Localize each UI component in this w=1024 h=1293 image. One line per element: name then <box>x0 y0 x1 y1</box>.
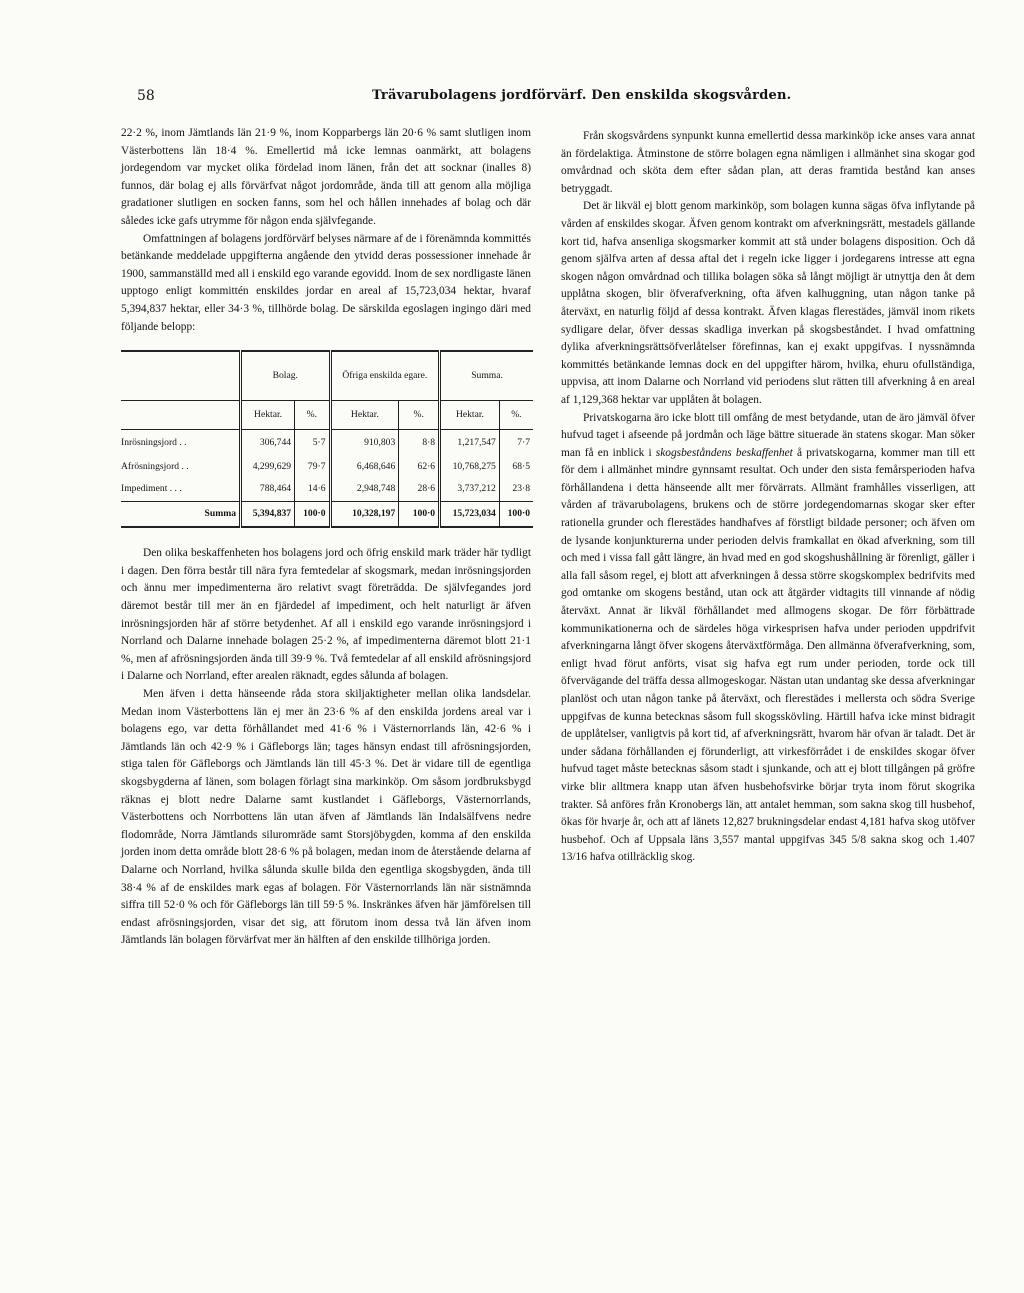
column-group-header: Bolag. <box>241 351 331 401</box>
table-cell: 5,394,837 <box>241 501 295 527</box>
table-cell: 23·8 <box>499 477 533 501</box>
row-label: Impediment . . . <box>121 483 182 495</box>
paragraph: Det är likväl ej blott genom markinköp, som bolagen kunna sägas öfva inflytande på vården af enskildes skogar. Äfven genom kontrakt om afverkningsrätt, mestadels gällande kort tid, hafva ansenliga skogsmarker kommit att stå under bolagens disposition. Och då genom själfva arten af dessa aftal det i regeln icke ligger i jordegarens intresse att egna skogen någon omvårdnad och tillika bolagen söka så långt möjligt är utnyttja den åt dem upplåtna skogen, blir öfverafverkning, ofta äfven kalhuggning, utan någon tanke på återväxt, en naturlig följd af dessa kontrakt. Äfven klagas flerestädes, jämväl inom rikets sydligare delar, öfver dessas skadliga inverkan på skogsbeståndet. I hvad omfattning dylika afverkningsrättsöfverlåtelser förefinnas, kan ej exakt uppgifvas. I nyssnämnda kommittés betänkande lemnas dock en del uppgifter härom, hvilka, ehuru ofullständiga, uppvisa, att inom Dalarne och Norrland vid periodens slut rätten till afverkning å en areal af 1,129,368 hektar var upplåten åt bolagen. <box>561 200 975 406</box>
column-group-header: Summa. <box>440 351 533 401</box>
table-cell: 5·7 <box>295 430 330 456</box>
paragraph: Men äfven i detta hänseende råda stora skiljaktigheter mellan olika landsdelar. Medan inom Västerbottens län ej mer än 23·6 % af den enskilda jordens areal var i bolagens ego, var detta förhållandet med 41·6 % i Västernorrlands län, 42·6 % i Jämtlands län och 42·9 % i Gäfleborgs län; tages hänsyn endast till afrösningsjorden, stiga talen för Gäfleborgs och Jämtlands län till 45·3 %. Det är vidare till de egentliga skogsbygderna af länen, som bolagen förlagt sina markinköp. Om såsom jordbruksbygd räknas ej blott nedre Dalarne samt kustlandet i Gäfleborgs, Västernorrlands, Västerbottens och Norrbottens län utan äfven af Jämtlands län Indalsälfvens nedre flodområde, Norra Jämtlands siluromräde samt Storsjöbygden, komma af den enskilda jorden inom detta område blott 28·6 % på bolagen, medan inom de återstående delarna af Dalarne och Norrland, hvilka sålunda skulle bilda den egentliga skogsbygden, ända till 38·4 % af de enskildes mark egas af bolagen. För Västernorrlands län när sistnämnda siffra till 52·0 % och för Gäfleborgs län till 59·5 %. Inskränkes äfven här jämförelsen till endast afrösningsjorden, visar det sig, att förutom inom dessa två län äfven inom Jämtlands län bolagen förvärfvat mer än hälften af den enskilde tillhöriga jorden. <box>121 687 531 947</box>
table-cell: 10,328,197 <box>330 501 399 527</box>
column-header: Hektar. <box>241 401 295 430</box>
table-subheader-row <box>121 401 533 430</box>
table-cell: 14·6 <box>295 477 330 501</box>
text-run: sakna skog och 1.407 <box>870 833 975 846</box>
row-label: Afrösningsjord . . <box>121 460 189 472</box>
table-cell: 1,217,547 <box>440 430 500 456</box>
column-header: %. <box>295 401 330 430</box>
page-number: 58 <box>137 88 155 104</box>
table-cell: 100·0 <box>499 501 533 527</box>
table-cell: 15,723,034 <box>440 501 500 527</box>
paragraph <box>561 410 975 867</box>
table-cell: 6,468,646 <box>330 456 399 478</box>
table-cell: 306,744 <box>241 430 295 456</box>
fraction: 5/8 <box>851 833 867 846</box>
column-group-header: Öfriga enskilda egare. <box>330 351 440 401</box>
table-cell: 68·5 <box>499 456 533 478</box>
table-cell: 910,803 <box>330 430 399 456</box>
table-cell: 28·6 <box>399 477 440 501</box>
table-cell: 100·0 <box>399 501 440 527</box>
column-header: Hektar. <box>440 401 500 430</box>
table-cell: 7·7 <box>499 430 533 456</box>
table-cell: 62·6 <box>399 456 440 478</box>
left-column <box>121 125 531 950</box>
table-cell: 79·7 <box>295 456 330 478</box>
table-row <box>121 456 533 478</box>
table-row <box>121 477 533 501</box>
table-sum-row <box>121 501 533 527</box>
right-column <box>561 128 975 867</box>
column-header: %. <box>399 401 440 430</box>
data-table <box>121 350 533 528</box>
row-label: Summa <box>121 501 241 527</box>
paragraph: 22·2 %, inom Jämtlands län 21·9 %, inom Kopparbergs län 20·6 % samt slutligen inom Västerbottens län 18·4 %. Emellertid må icke lemnas oanmärkt, att bolagens jordegendom var mycket olika fördelad inom länen, från det att socknar (inalles 8) funnos, där bolag ej alls förvärfvat något jordområde, ända till att genom alla möjliga gradationer slutligen en socken fanns, som hel och hållen innehades af bolag och där således icke gafs utrymme för någon enda självfegande. <box>121 127 531 227</box>
table-cell: 8·8 <box>399 430 440 456</box>
text-run: hafva otillräcklig skog. <box>589 851 696 864</box>
paragraph: Omfattningen af bolagens jordförvärf belyses närmare af de i förenämnda kommittés betänkande meddelade uppgifterna angående den ytvidd deras possessioner innehade år 1900, sammanställd med all i enskild ego varande egovidd. Inom de sex nordligaste länen upptogo enligt kommittén enskildes jordar en areal af 15,723,034 hektar, hvaraf 5,394,837 hektar, eller 34·3 %, tillhörde bolag. De särskilda egoslagen ingingo däri med följande belopp: <box>121 232 531 333</box>
table-header-row <box>121 351 533 401</box>
table-cell: 4,299,629 <box>241 456 295 478</box>
text-run: Privatskogarna äro icke blott till omfång de mest betydande, utan de äro jämväl öfver hufvud taget i afseende på jordmån och läge bättre situerade än statens skogar. Man söker man få en inblick i <box>561 411 975 459</box>
table-cell: 10,768,275 <box>440 456 500 478</box>
running-title: Trävarubolagens jordförvärf. Den enskilda skogsvården. <box>372 88 792 103</box>
paragraph: Från skogsvårdens synpunkt kunna emellertid dessa markinköp icke anses vara annat än fördelaktiga. Åtminstone de större bolagen egna nämligen i allmänhet sina skogar god omvårdnad och sköta dem efter sådan plan, att deras framtida bestånd kan anses betryggadt. <box>561 130 975 195</box>
fraction: 13/16 <box>561 851 587 864</box>
table-cell: 2,948,748 <box>330 477 399 501</box>
text-run: å privatskogarna, kommer man till ett för dem i allmänhet mindre gynnsamt resultat. Och under den sista femårsperioden hafva förhållandena i detta hänseende allt mer förvärrats. Allmänt framhålles visserligen, att vården af trävarubolagens, brukens och de större jordegendomarnas skogar sker efter rationella grunder och flerestädes handhafves af förstligt bildade personer; och äfven om de lysande konjunkturerna under perioden delvis framkallat en ökad afverkning, som till och med i vissa fall gått längre, än hvad med en god skogshushållning är förenligt, gäller i alla fall såsom regel, ej blott att afverkningen å dessa större skogskomplex bedrifvits med god omtanke om skogens bestånd, utan ock att åtgärder vidtagits till vinnande af nödig återväxt. Annat är likväl förhållandet med allmogens skogar. De förr förbättrade kommunikationerna och de särdeles höga virkesprisen hafva under perioden uppdrifvit afverkningarna långt öfver skogens återväxtförmåga. Den allmänna öfverafverkning, som, enligt hvad förut anförts, visat sig hafva egt rum under perioden, torde ock till öfvervägande del träffa dessa allmogeskogar. Nästan utan undantag ske dessa afverkningar planlöst och utan någon tanke på återväxt, och flerestädes i mellersta och södra Sverige uppgifvas de kunna betecknas såsom full skogsskövling. Härtill hafva icke minst bidragit de upplåtelser, vanligtvis på kort tid, af afverkningsrätt, hvarom här ofvan är taladt. Det är under sådana förhållanden ej förunderligt, att virkesförrådet i de enskildes skogar öfver hufvud taget måste betecknas såsom stadt i sjunkande, och att ej blott tillgången på gröfre virke blir alltmera knapp utan äfven husbehofsvirke börjar tryta inom förut skogrika trakter. Så anföres från Kronobergs län, att antalet hemman, som sakna skog till husbehof, ökas för hvarje år, och att af länets 12,827 brukningsdelar endast 4,181 hafva skog utöfver husbehof. Och af Uppsala läns 3,557 mantal uppgifvas 345 <box>561 446 975 846</box>
row-label: Inrösningsjord . . <box>121 437 187 449</box>
table-cell: 788,464 <box>241 477 295 501</box>
column-header: %. <box>499 401 533 430</box>
table-row <box>121 430 533 456</box>
land-area-table <box>121 350 531 528</box>
paragraph: Den olika beskaffenheten hos bolagens jord och öfrig enskild mark träder här tydligt i dagen. Den förra består till nära fyra femtedelar af skogsmark, medan inrösningsjorden och ännu mer impedimenterna äro relativt svagt företrädda. De självfegandes jord däremot består till mer än en fjärdedel af impediment, och helt naturligt är äfven inrösningsjorden här af större betydenhet. Af all i enskild ego varande inrösningsjord i Norrland och Dalarne innehade bolagen 25·2 %, af impedimenterna däremot blott 21·1 %, men af afrösningsjorden ända till 39·9 %. Två femtedelar af all enskild afrösningsjord i Dalarne och Norrland, efter arealen räknadt, egdes sålunda af bolagen. <box>121 547 531 683</box>
column-header: Hektar. <box>330 401 399 430</box>
table-cell: 100·0 <box>295 501 330 527</box>
italic-phrase: skogsbeståndens beskaffenhet <box>655 446 793 459</box>
table-cell: 3,737,212 <box>440 477 500 501</box>
page-header <box>0 84 1024 110</box>
